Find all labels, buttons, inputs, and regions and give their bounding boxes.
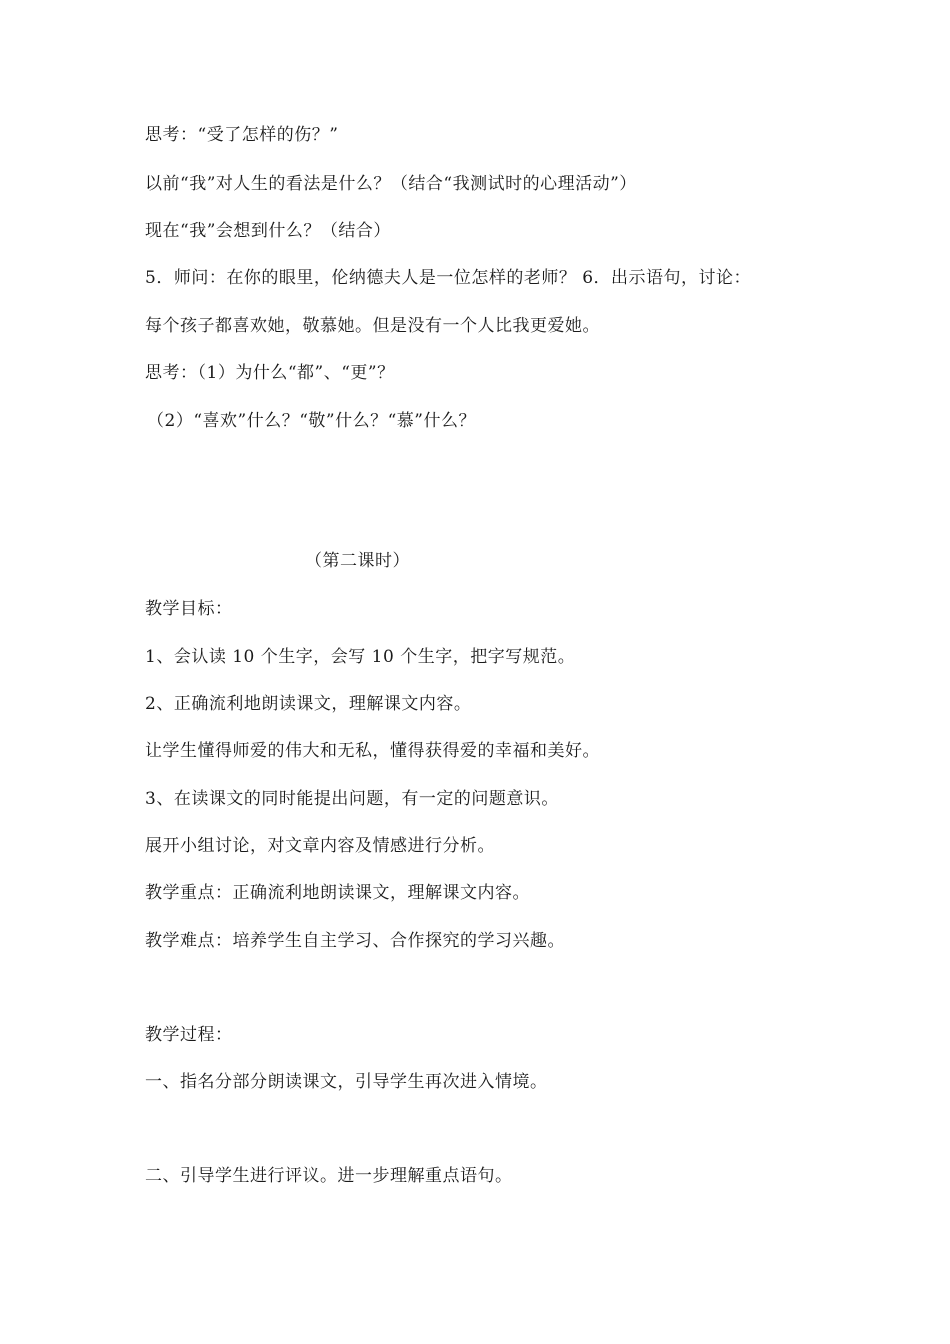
objective-3: 3、在读课文的同时能提出问题，有一定的问题意识。 [145, 789, 559, 809]
paragraph-teacher-question: 5．师问：在你的眼里，伦纳德夫人是一位怎样的老师？ 6．出示语句，讨论： [145, 268, 752, 288]
objectives-heading: 教学目标： [145, 599, 233, 619]
paragraph-think-2: （2）“喜欢”什么？“敬”什么？“慕”什么？ [147, 411, 476, 431]
objective-3-detail: 展开小组讨论，对文章内容及情感进行分析。 [145, 836, 495, 856]
process-step-1: 一、指名分部分朗读课文，引导学生再次进入情境。 [145, 1072, 548, 1092]
teaching-difficulty: 教学难点：培养学生自主学习、合作探究的学习兴趣。 [145, 931, 565, 951]
process-heading: 教学过程： [145, 1025, 233, 1045]
objective-2-detail: 让学生懂得师爱的伟大和无私，懂得获得爱的幸福和美好。 [145, 741, 600, 761]
teaching-key-point: 教学重点：正确流利地朗读课文，理解课文内容。 [145, 883, 530, 903]
paragraph-think-injury: 思考：“受了怎样的伤？” [145, 125, 339, 145]
paragraph-now-think: 现在“我”会想到什么？（结合） [145, 221, 391, 241]
paragraph-think-1: 思考：（1）为什么“都”、“更”？ [145, 363, 395, 383]
lesson-heading: （第二课时） [305, 551, 410, 571]
objective-2: 2、正确流利地朗读课文，理解课文内容。 [145, 694, 472, 714]
objective-1: 1、会认读 10 个生字，会写 10 个生字，把字写规范。 [145, 647, 576, 667]
paragraph-past-view: 以前“我”对人生的看法是什么？（结合“我测试时的心理活动”） [145, 174, 637, 194]
process-step-2: 二、引导学生进行评议。进一步理解重点语句。 [145, 1166, 513, 1186]
paragraph-quote-sentence: 每个孩子都喜欢她，敬慕她。但是没有一个人比我更爱她。 [145, 316, 600, 336]
